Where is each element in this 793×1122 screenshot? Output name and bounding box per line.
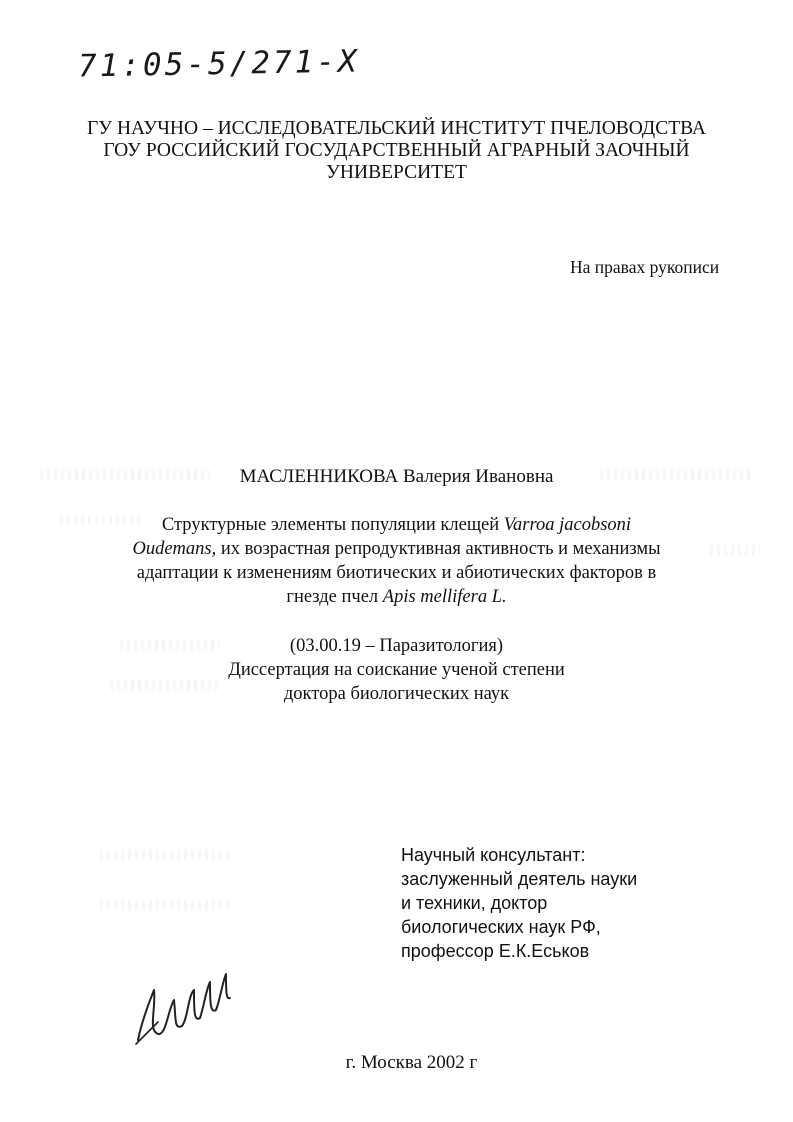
title-line-4 [0, 585, 793, 609]
title-bee-species: Apis mellifera L. [382, 587, 507, 607]
institution-line-2: ГОУ РОССИЙСКИЙ ГОСУДАРСТВЕННЫЙ АГРАРНЫЙ ЗАОЧНЫЙ [103, 140, 690, 161]
title-species: Varroa jacobsoni [503, 515, 632, 535]
degree-line-1: Диссертация на соискание ученой степени [228, 660, 565, 680]
specialty: (03.00.19 – Паразитология) [289, 636, 504, 656]
scan-bleed [100, 850, 230, 860]
archive-number: 71:05-5/271-X [77, 43, 360, 85]
title-line-1-text: Структурные элементы популяции клещей [161, 515, 504, 535]
title-line-3: адаптации к изменениям биотических и абиотических факторов в [136, 563, 657, 583]
consultant-line-4: биологических наук РФ, [401, 917, 601, 937]
scan-bleed [100, 900, 230, 910]
institution-line-1: ГУ НАУЧНО – ИССЛЕДОВАТЕЛЬСКИЙ ИНСТИТУТ ПЧЕЛОВОДСТВА [87, 118, 706, 139]
signature-icon [128, 960, 238, 1050]
title-line-4-text: гнезде пчел [286, 587, 383, 607]
title-line-2 [0, 537, 793, 561]
manuscript-note: На правах рукописи [570, 257, 720, 277]
author-name: МАСЛЕННИКОВА Валерия Ивановна [239, 466, 554, 487]
consultant-line-3: и техники, доктор [401, 893, 548, 913]
title-author-name: Oudemans [132, 539, 212, 559]
consultant-line-1: Научный консультант: [401, 845, 586, 865]
title-line-1 [0, 513, 793, 537]
consultant-line-2: заслуженный деятель науки [401, 869, 638, 889]
title-line-2-text: , их возрастная репродуктивная активность и механизмы [211, 539, 661, 559]
consultant-line-5: профессор Е.К.Еськов [401, 941, 590, 961]
city-year: г. Москва 2002 г [345, 1052, 478, 1073]
degree-line-2: доктора биологических наук [283, 684, 510, 704]
institution-line-3: УНИВЕРСИТЕТ [326, 162, 467, 183]
